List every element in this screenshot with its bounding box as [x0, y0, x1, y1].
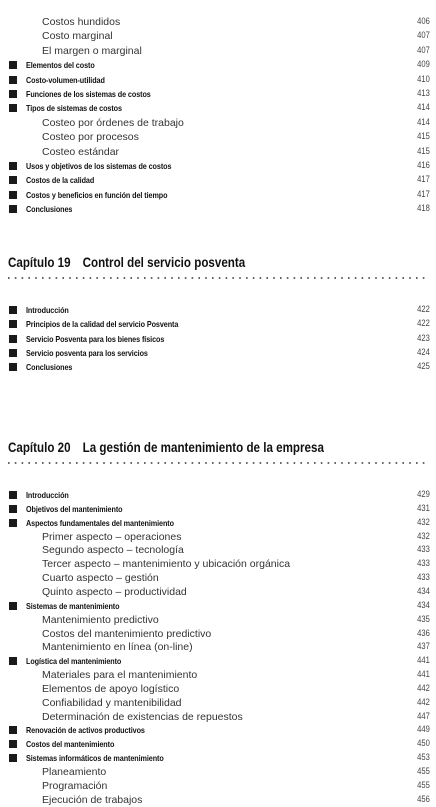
- toc-entry-title: Planeamiento: [42, 766, 107, 778]
- toc-entry[interactable]: [0, 346, 436, 360]
- toc-entry[interactable]: [0, 159, 436, 173]
- toc-entry-title: Ejecución de trabajos: [42, 793, 143, 806]
- toc-entry[interactable]: [0, 488, 436, 502]
- square-bullet-icon: [9, 335, 17, 343]
- toc-entry-page-number: 441: [417, 669, 430, 681]
- toc-entry-title: Mantenimiento en línea (on-line): [42, 641, 193, 654]
- toc-entry[interactable]: [0, 145, 436, 159]
- toc-entry-title: Sistemas informáticos de mantenimiento: [26, 753, 164, 764]
- toc-entry-title: Costos del mantenimiento: [26, 739, 115, 750]
- square-bullet-icon: [9, 726, 17, 734]
- toc-entry-page-number: 432: [417, 530, 430, 542]
- dotted-divider: [8, 461, 428, 465]
- square-bullet-icon: [9, 505, 17, 513]
- toc-entry[interactable]: [0, 751, 436, 765]
- toc-entry-page-number: 442: [417, 682, 430, 694]
- toc-entry-title: Costos y beneficios en función del tiempo: [26, 189, 168, 200]
- square-bullet-icon: [9, 61, 17, 69]
- toc-entry-title: Logística del mantenimiento: [26, 656, 122, 667]
- toc-entry-page-number: 406: [417, 16, 430, 27]
- toc-entry[interactable]: [0, 188, 436, 202]
- toc-entry-page-number: 441: [417, 655, 430, 667]
- toc-entry-title: Aspectos fundamentales del mantenimiento: [26, 517, 174, 528]
- toc-entry-page-number: 449: [417, 724, 430, 736]
- toc-entry-title: Conclusiones: [26, 362, 73, 373]
- toc-entry-page-number: 442: [417, 696, 430, 708]
- toc-entry-page-number: 433: [417, 558, 430, 570]
- toc-entry-title: Costo marginal: [42, 30, 113, 43]
- toc-entry-title: Determinación de existencias de repuestos: [42, 710, 243, 723]
- square-bullet-icon: [9, 491, 17, 499]
- toc-entry-page-number: 437: [417, 641, 430, 653]
- toc-entry[interactable]: [0, 173, 436, 187]
- toc-entry-title: Costos de la calidad: [26, 175, 95, 186]
- toc-entry-title: Programación: [42, 779, 108, 792]
- square-bullet-icon: [9, 76, 17, 84]
- toc-entry-page-number: 422: [417, 318, 430, 330]
- toc-entry-title: Tercer aspecto – mantenimiento y ubicación orgánica: [42, 558, 291, 571]
- toc-entry-title: Servicio Posventa para los bienes físicos: [26, 333, 165, 344]
- square-bullet-icon: [9, 602, 17, 610]
- toc-entry-title: Sistemas de mantenimiento: [26, 600, 120, 611]
- toc-entry[interactable]: [0, 640, 436, 654]
- toc-entry[interactable]: [0, 710, 436, 724]
- toc-entry-page-number: 425: [417, 361, 430, 373]
- toc-entry-page-number: 423: [417, 332, 430, 344]
- toc-entry-page-number: 417: [417, 174, 430, 186]
- square-bullet-icon: [9, 176, 17, 184]
- toc-entry-page-number: 450: [417, 738, 430, 750]
- toc-entry-title: Principios de la calidad del servicio Posventa: [26, 319, 179, 330]
- chapter-number: Capítulo 20: [8, 440, 71, 455]
- chapter-20-heading: [8, 440, 324, 456]
- toc-entry-page-number: 456: [417, 793, 430, 805]
- toc-entry-title: Costos del mantenimiento predictivo: [42, 627, 212, 640]
- toc-entry[interactable]: [0, 765, 436, 779]
- toc-entry[interactable]: [0, 599, 436, 613]
- toc-entry[interactable]: [0, 557, 436, 571]
- toc-entry-title: Mantenimiento predictivo: [42, 613, 159, 626]
- toc-entry[interactable]: [0, 116, 436, 130]
- toc-entry-page-number: 455: [417, 779, 430, 791]
- toc-entry[interactable]: [0, 530, 436, 544]
- toc-entry-page-number: 431: [417, 502, 430, 514]
- toc-entry[interactable]: [0, 58, 436, 72]
- square-bullet-icon: [9, 205, 17, 213]
- toc-entry-page-number: 410: [417, 73, 430, 85]
- toc-entry-page-number: 415: [417, 131, 430, 143]
- toc-entry-title: El margen o marginal: [42, 44, 142, 57]
- toc-entry-page-number: 407: [417, 44, 430, 56]
- toc-entry-page-number: 435: [417, 613, 430, 625]
- toc-entry[interactable]: [0, 202, 436, 216]
- toc-entry-page-number: 432: [417, 516, 430, 528]
- toc-entry-page-number: 415: [417, 145, 430, 157]
- toc-entry-title: Elementos de apoyo logístico: [42, 682, 180, 695]
- toc-entry-page-number: 414: [417, 116, 430, 128]
- toc-entry-page-number: 407: [417, 30, 430, 42]
- toc-entry[interactable]: [0, 723, 436, 737]
- toc-entry-title: Quinto aspecto – productividad: [42, 585, 187, 598]
- toc-entry[interactable]: [0, 317, 436, 331]
- toc-entry-title: Usos y objetivos de los sistemas de costos: [26, 161, 172, 171]
- square-bullet-icon: [9, 320, 17, 328]
- chapter-title: Control del servicio posventa: [82, 255, 246, 270]
- toc-entry[interactable]: [0, 101, 436, 115]
- toc-entry[interactable]: [0, 737, 436, 751]
- toc-entry-title: Costos hundidos: [42, 16, 121, 28]
- toc-entry[interactable]: [0, 627, 436, 641]
- chapter-19-heading: [8, 255, 245, 271]
- toc-entry-title: Conclusiones: [26, 204, 73, 215]
- toc-entry-page-number: 433: [417, 572, 430, 584]
- toc-entry[interactable]: [0, 332, 436, 346]
- toc-entry[interactable]: [0, 696, 436, 710]
- square-bullet-icon: [9, 349, 17, 357]
- toc-entry-page-number: 434: [417, 599, 430, 611]
- toc-entry-title: Funciones de los sistemas de costos: [26, 89, 151, 99]
- toc-entry-title: Costeo estándar: [42, 145, 120, 158]
- toc-entry[interactable]: [0, 516, 436, 530]
- toc-entry-page-number: 434: [417, 585, 430, 597]
- toc-entry-page-number: 436: [417, 627, 430, 639]
- toc-entry-page-number: 417: [417, 188, 430, 200]
- toc-entry-title: Costo-volumen-utilidad: [26, 74, 105, 85]
- toc-entry-title: Introducción: [26, 305, 69, 315]
- toc-entry-title: Objetivos del mantenimiento: [26, 503, 123, 514]
- square-bullet-icon: [9, 104, 17, 112]
- toc-entry[interactable]: [0, 303, 436, 317]
- toc-entry-title: Materiales para el mantenimiento: [42, 669, 198, 682]
- toc-entry[interactable]: [0, 44, 436, 58]
- chapter-title: La gestión de mantenimiento de la empresa: [82, 440, 324, 455]
- toc-entry[interactable]: [0, 15, 436, 29]
- toc-entry[interactable]: [0, 779, 436, 793]
- toc-entry[interactable]: [0, 360, 436, 374]
- toc-entry-page-number: 424: [417, 346, 430, 358]
- toc-entry[interactable]: [0, 502, 436, 516]
- toc-entry-page-number: 414: [417, 102, 430, 114]
- toc-entry[interactable]: [0, 654, 436, 668]
- toc-entry[interactable]: [0, 571, 436, 585]
- square-bullet-icon: [9, 90, 17, 98]
- toc-entry-page-number: 418: [417, 203, 430, 215]
- toc-entry-page-number: 409: [417, 59, 430, 71]
- toc-entry[interactable]: [0, 668, 436, 682]
- toc-entry-title: Segundo aspecto – tecnología: [42, 544, 184, 557]
- toc-entry-page-number: 429: [417, 489, 430, 500]
- toc-entry[interactable]: [0, 613, 436, 627]
- dotted-divider: [8, 276, 428, 280]
- toc-entry[interactable]: [0, 543, 436, 557]
- toc-entry-page-number: 433: [417, 544, 430, 556]
- toc-entry[interactable]: [0, 130, 436, 144]
- square-bullet-icon: [9, 306, 17, 314]
- square-bullet-icon: [9, 519, 17, 527]
- square-bullet-icon: [9, 657, 17, 665]
- toc-entry[interactable]: [0, 29, 436, 43]
- square-bullet-icon: [9, 754, 17, 762]
- toc-entry-page-number: 422: [417, 304, 430, 315]
- toc-entry-title: Elementos del costo: [26, 60, 95, 71]
- toc-entry-title: Primer aspecto – operaciones: [42, 530, 182, 543]
- toc-entry-title: Costeo por procesos: [42, 131, 139, 144]
- toc-entry-title: Confiabilidad y mantenibilidad: [42, 696, 182, 709]
- toc-entry-title: Tipos de sistemas de costos: [26, 103, 122, 114]
- toc-entry[interactable]: [0, 585, 436, 599]
- toc-entry-page-number: 453: [417, 752, 430, 764]
- toc-entry-title: Renovación de activos productivos: [26, 725, 145, 736]
- toc-entry-title: Introducción: [26, 490, 69, 500]
- toc-entry-title: Cuarto aspecto – gestión: [42, 572, 159, 585]
- toc-entry-page-number: 413: [417, 88, 430, 99]
- toc-entry[interactable]: [0, 73, 436, 87]
- square-bullet-icon: [9, 191, 17, 199]
- toc-entry-page-number: 416: [417, 160, 430, 171]
- toc-entry-title: Costeo por órdenes de trabajo: [42, 116, 184, 129]
- toc-entry[interactable]: [0, 87, 436, 101]
- toc-entry-page-number: 447: [417, 710, 430, 722]
- square-bullet-icon: [9, 363, 17, 371]
- toc-entry-title: Servicio posventa para los servicios: [26, 347, 148, 358]
- toc-entry[interactable]: [0, 682, 436, 696]
- square-bullet-icon: [9, 162, 17, 170]
- toc-entry-page-number: 455: [417, 766, 430, 777]
- chapter-number: Capítulo 19: [8, 255, 71, 270]
- square-bullet-icon: [9, 740, 17, 748]
